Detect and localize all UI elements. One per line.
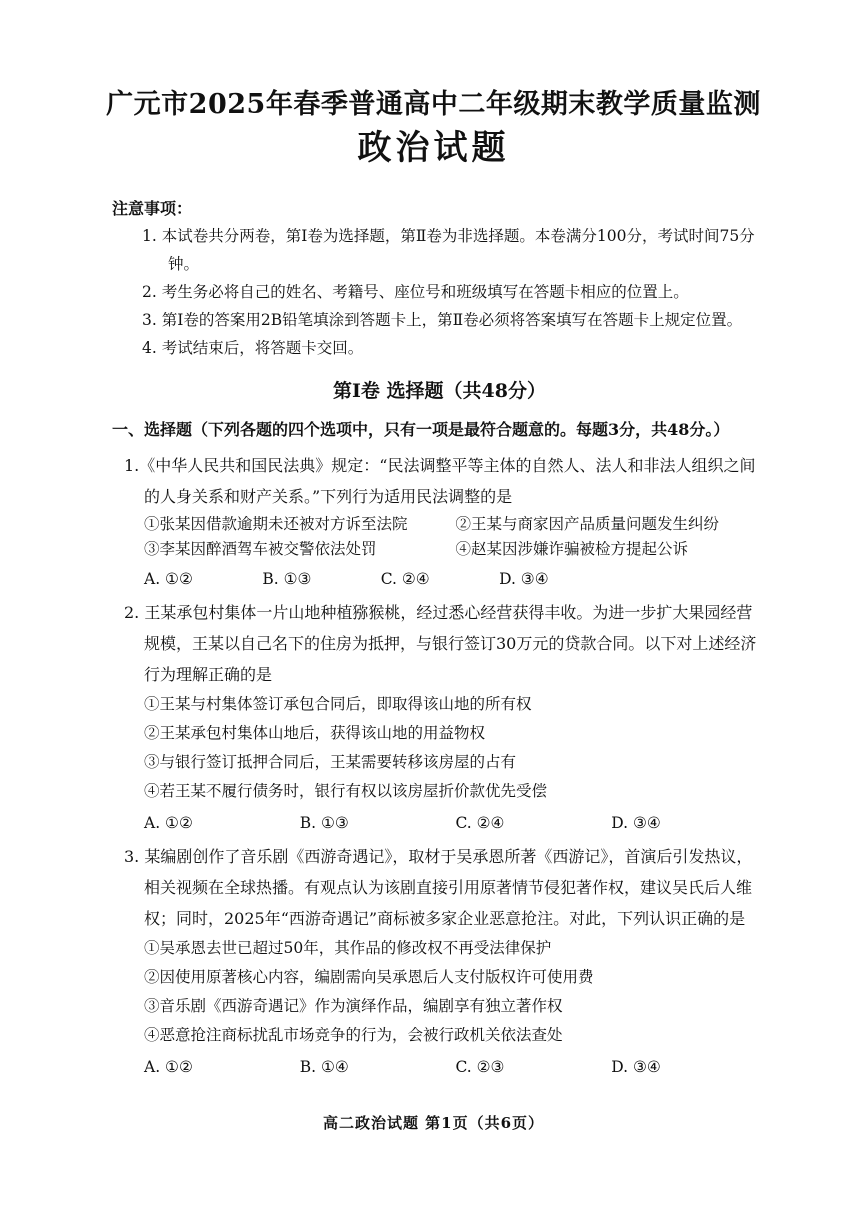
- question-2-choice-b[interactable]: B. ①③: [299, 814, 349, 832]
- question-2-statement-4: ④若王某不履行债务时，银行有权以该房屋折价款优先受偿: [144, 782, 548, 800]
- section-1-title: 第Ⅰ卷 选择题（共48分）: [333, 380, 546, 402]
- question-3: [112, 841, 767, 1083]
- question-1-choice-c[interactable]: C. ②④: [380, 570, 430, 588]
- question-3-choice-d[interactable]: D. ③④: [611, 1058, 661, 1076]
- question-3-choices: [112, 1052, 767, 1083]
- question-1-statement-1: ①张某因借款逾期未还被对方诉至法院: [144, 515, 408, 533]
- question-3-stem: 3. 某编剧创作了音乐剧《西游奇遇记》，取材于吴承恩所著《西游记》，首演后引发热议，相关视频在全球热播。有观点认为该剧直接引用原著情节侵犯著作权，建议吴氏后人维权；同时，2025年“西游奇遇记”商标被多家企业恶意抢注。对此，下列认识正确的是: [124, 847, 753, 928]
- question-3-choice-b[interactable]: B. ①④: [299, 1058, 349, 1076]
- question-1-stem: 1.《中华人民共和国民法典》规定：“民法调整平等主体的自然人、法人和非法人组织之间的人身关系和财产关系。”下列行为适用民法调整的是: [124, 456, 756, 506]
- question-1-choice-d[interactable]: D. ③④: [499, 570, 549, 588]
- question-1-statement-3: ③李某因醉酒驾车被交警依法处罚: [144, 540, 377, 558]
- exam-title: 广元市2025年春季普通高中二年级期末教学质量监测: [106, 89, 761, 120]
- question-1-choices: [112, 564, 767, 595]
- question-3-statement-3: ③音乐剧《西游奇遇记》作为演绎作品，编剧享有独立著作权: [144, 997, 563, 1015]
- question-2-statement-1: ①王某与村集体签订承包合同后，即取得该山地的所有权: [144, 695, 532, 713]
- page-footer: 高二政治试题 第1页（共6页）: [322, 1114, 545, 1132]
- question-3-choice-a[interactable]: A. ①②: [144, 1058, 193, 1076]
- question-2-choice-a[interactable]: A. ①②: [144, 814, 193, 832]
- notice-item-3: 3. 第Ⅰ卷的答案用2B铅笔填涂到答题卡上，第Ⅱ卷必须将答案填写在答题卡上规定位置。: [142, 311, 743, 329]
- question-2-statement-3: ③与银行签订抵押合同后，王某需要转移该房屋的占有: [144, 753, 517, 771]
- notice-item-1: 1. 本试卷共分两卷，第Ⅰ卷为选择题，第Ⅱ卷为非选择题。本卷满分100分，考试时间75分钟。: [142, 227, 755, 273]
- question-1-statement-4: ④赵某因涉嫌诈骗被检方提起公诉: [455, 540, 689, 558]
- question-1-statements-row-1: [112, 512, 767, 537]
- notice-item-2: 2. 考生务必将自己的姓名、考籍号、座位号和班级填写在答题卡相应的位置上。: [142, 283, 689, 301]
- question-3-statement-1: ①吴承恩去世已超过50年，其作品的修改权不再受法律保护: [144, 939, 552, 957]
- question-1-choice-b[interactable]: B. ①③: [262, 570, 312, 588]
- exam-subject-title: 政治试题: [357, 128, 510, 168]
- question-1-statement-2: ②王某与商家因产品质量问题发生纠纷: [455, 515, 720, 533]
- question-1-statements-row-2: [112, 537, 767, 562]
- question-2-stem: 2. 王某承包村集体一片山地种植猕猴桃，经过悉心经营获得丰收。为进一步扩大果园经营规模，王某以自己名下的住房为抵押，与银行签订30万元的贷款合同。以下对上述经济行为理解正确的是: [124, 603, 757, 684]
- question-2: [112, 597, 767, 839]
- notice-heading: 注意事项：: [112, 199, 193, 218]
- question-2-choice-c[interactable]: C. ②④: [455, 814, 505, 832]
- question-3-choice-c[interactable]: C. ②③: [455, 1058, 505, 1076]
- question-2-statement-2: ②王某承包村集体山地后，获得该山地的用益物权: [144, 724, 486, 742]
- question-2-choice-d[interactable]: D. ③④: [611, 814, 661, 832]
- question-3-statement-4: ④恶意抢注商标扰乱市场竞争的行为，会被行政机关依法查处: [144, 1026, 563, 1044]
- question-2-choices: [112, 808, 767, 839]
- question-1-choice-a[interactable]: A. ①②: [144, 570, 193, 588]
- notice-item-4: 4. 考试结束后，将答题卡交回。: [142, 339, 364, 357]
- part-1-heading: 一、选择题（下列各题的四个选项中，只有一项是最符合题意的。每题3分，共48分。）: [112, 420, 730, 439]
- question-1: [112, 450, 767, 595]
- notice-block: [112, 196, 767, 362]
- question-3-statement-2: ②因使用原著核心内容，编剧需向吴承恩后人支付版权许可使用费: [144, 968, 594, 986]
